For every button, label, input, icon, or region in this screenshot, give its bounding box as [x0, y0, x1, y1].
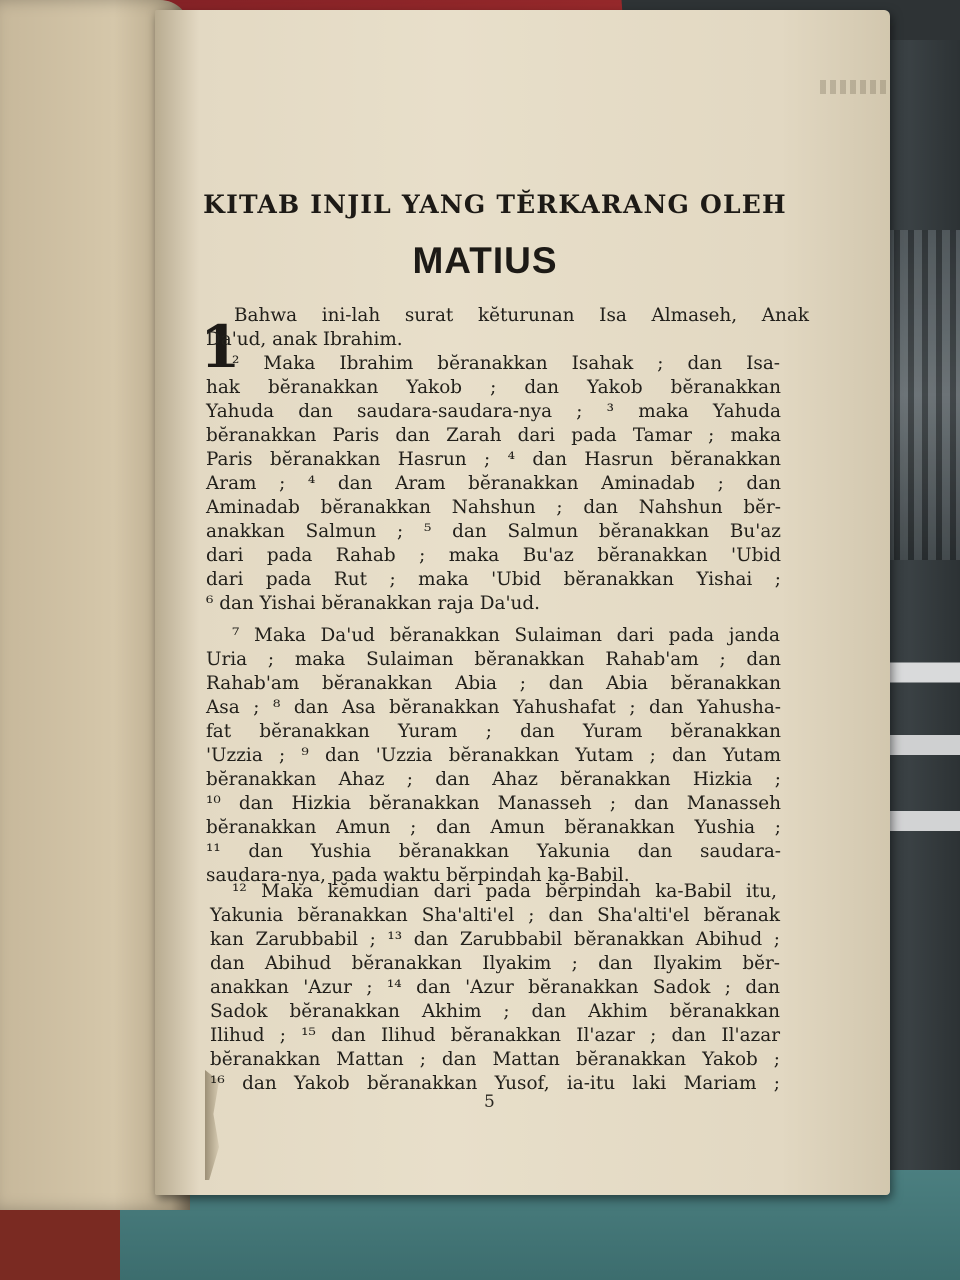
bleed-through-text: [820, 80, 890, 94]
book-name: MATIUS: [412, 240, 558, 281]
verse-line: dan Abihud bĕranakkan Ilyakim ; dan Ilyakim bĕr-: [210, 953, 780, 974]
verse-line: 'Uzzia ; ⁹ dan 'Uzzia bĕranakkan Yutam ; dan Yutam: [206, 745, 781, 766]
book-title-line: KITAB INJIL YANG TĔRKARANG OLEH: [203, 190, 787, 219]
verse-line: ¹¹ dan Yushia bĕranakkan Yakunia dan saudara-: [206, 841, 781, 862]
verse-line: anakkan 'Azur ; ¹⁴ dan 'Azur bĕranakkan Sadok ; dan: [210, 977, 780, 998]
verse-line: bĕranakkan Mattan ; dan Mattan bĕranakkan Yakob ;: [210, 1049, 780, 1070]
verse-line: dari pada Rut ; maka 'Ubid bĕranakkan Yishai ;: [206, 569, 781, 590]
verse-line: dari pada Rahab ; maka Bu'az bĕranakkan 'Ubid: [206, 545, 781, 566]
verse-line: ⁶ dan Yishai bĕranakkan raja Da'ud.: [206, 593, 540, 614]
verse-line: Da'ud, anak Ibrahim.: [206, 329, 403, 350]
page-number: 5: [484, 1092, 495, 1112]
verse-line: ² Maka Ibrahim bĕranakkan Isahak ; dan Isa-: [232, 353, 780, 374]
verse-line: Aram ; ⁴ dan Aram bĕranakkan Aminadab ; dan: [206, 473, 781, 494]
verse-line: Aminadab bĕranakkan Nahshun ; dan Nahshun bĕr-: [206, 497, 781, 518]
verse-line: Bahwa ini-lah surat kĕturunan Isa Almaseh, Anak: [234, 305, 809, 326]
verse-line: bĕranakkan Ahaz ; dan Ahaz bĕranakkan Hizkia ;: [206, 769, 781, 790]
chapter-number: 1: [200, 313, 241, 381]
verse-line: ⁷ Maka Da'ud bĕranakkan Sulaiman dari pada janda: [232, 625, 780, 646]
verse-line: Paris bĕranakkan Hasrun ; ⁴ dan Hasrun bĕranakkan: [206, 449, 781, 470]
verse-line: ¹⁶ dan Yakob bĕranakkan Yusof, ia-itu laki Mariam ;: [210, 1073, 780, 1094]
verse-line: ¹⁰ dan Hizkia bĕranakkan Manasseh ; dan Manasseh: [206, 793, 781, 814]
verse-line: Ilihud ; ¹⁵ dan Ilihud bĕranakkan Il'azar ; dan Il'azar: [210, 1025, 780, 1046]
verse-line: bĕranakkan Paris dan Zarah dari pada Tamar ; maka: [206, 425, 781, 446]
verse-line: Yahuda dan saudara-saudara-nya ; ³ maka Yahuda: [206, 401, 781, 422]
verse-line: saudara-nya, pada waktu bĕrpindah ka-Babil.: [206, 865, 630, 886]
verse-line: Asa ; ⁸ dan Asa bĕranakkan Yahushafat ; dan Yahusha-: [206, 697, 781, 718]
verse-line: kan Zarubbabil ; ¹³ dan Zarubbabil bĕranakkan Abihud ;: [210, 929, 780, 950]
verse-line: Sadok bĕranakkan Akhim ; dan Akhim bĕranakkan: [210, 1001, 780, 1022]
verse-line: Rahab'am bĕranakkan Abia ; dan Abia bĕranakkan: [206, 673, 781, 694]
verse-line: Uria ; maka Sulaiman bĕranakkan Rahab'am ; dan: [206, 649, 781, 670]
verse-line: Yakunia bĕranakkan Sha'alti'el ; dan Sha'alti'el bĕranak: [210, 905, 780, 926]
background-cathedral-photo: [880, 230, 960, 560]
verse-line: bĕranakkan Amun ; dan Amun bĕranakkan Yushia ;: [206, 817, 781, 838]
verse-line: hak bĕranakkan Yakob ; dan Yakob bĕranakkan: [206, 377, 781, 398]
verse-line: ¹² Maka kĕmudian dari pada bĕrpindah ka-Babil itu,: [232, 881, 777, 902]
background-cover-lettering: [890, 580, 960, 910]
verse-line: fat bĕranakkan Yuram ; dan Yuram bĕranakkan: [206, 721, 781, 742]
verse-line: anakkan Salmun ; ⁵ dan Salmun bĕranakkan Bu'az: [206, 521, 781, 542]
